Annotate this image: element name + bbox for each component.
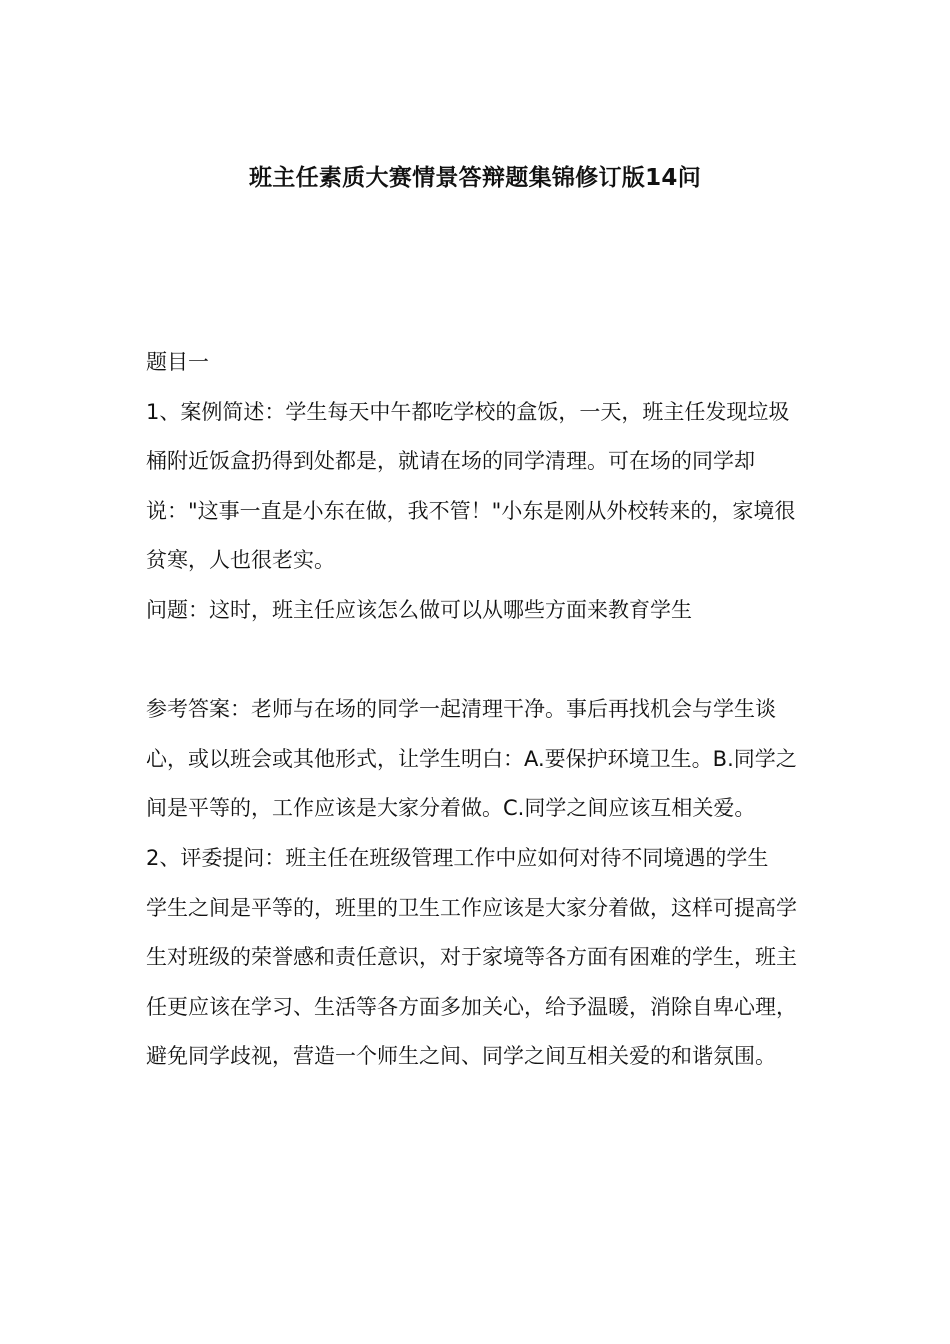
document-title: 班主任素质大赛情景答辩题集锦修订版14问 (248, 165, 701, 191)
paragraph-spacer (146, 636, 810, 686)
reference-answer: 参考答案：老师与在场的同学一起清理干净。事后再找机会与学生谈心，或以班会或其他形式，让学生明白：A.要保护环境卫生。B.同学之间是平等的，工作应该是大家分着做。C.同学之间应该互相关爱。 (146, 697, 797, 821)
judge-question: 2、评委提问：班主任在班级管理工作中应如何对待不同境遇的学生 (146, 845, 769, 870)
document-body (146, 338, 810, 1082)
judge-answer: 学生之间是平等的，班里的卫生工作应该是大家分着做，这样可提高学生对班级的荣誉感和责任意识，对于家境等各方面有困难的学生，班主任更应该在学习、生活等各方面多加关心，给予温暖，消除自卑心理，避免同学歧视，营造一个师生之间、同学之间互相关爱的和谐氛围。 (146, 895, 797, 1069)
case-question: 问题：这时，班主任应该怎么做可以从哪些方面来教育学生 (146, 597, 692, 622)
section-heading: 题目一 (146, 350, 209, 374)
case-description: 1、案例简述：学生每天中午都吃学校的盒饭，一天，班主任发现垃圾桶附近饭盒扔得到处都是，就请在场的同学清理。可在场的同学却说："这事一直是小东在做，我不管！"小东是刚从外校转来的，家境很贫寒，人也很老实。 (146, 399, 796, 573)
